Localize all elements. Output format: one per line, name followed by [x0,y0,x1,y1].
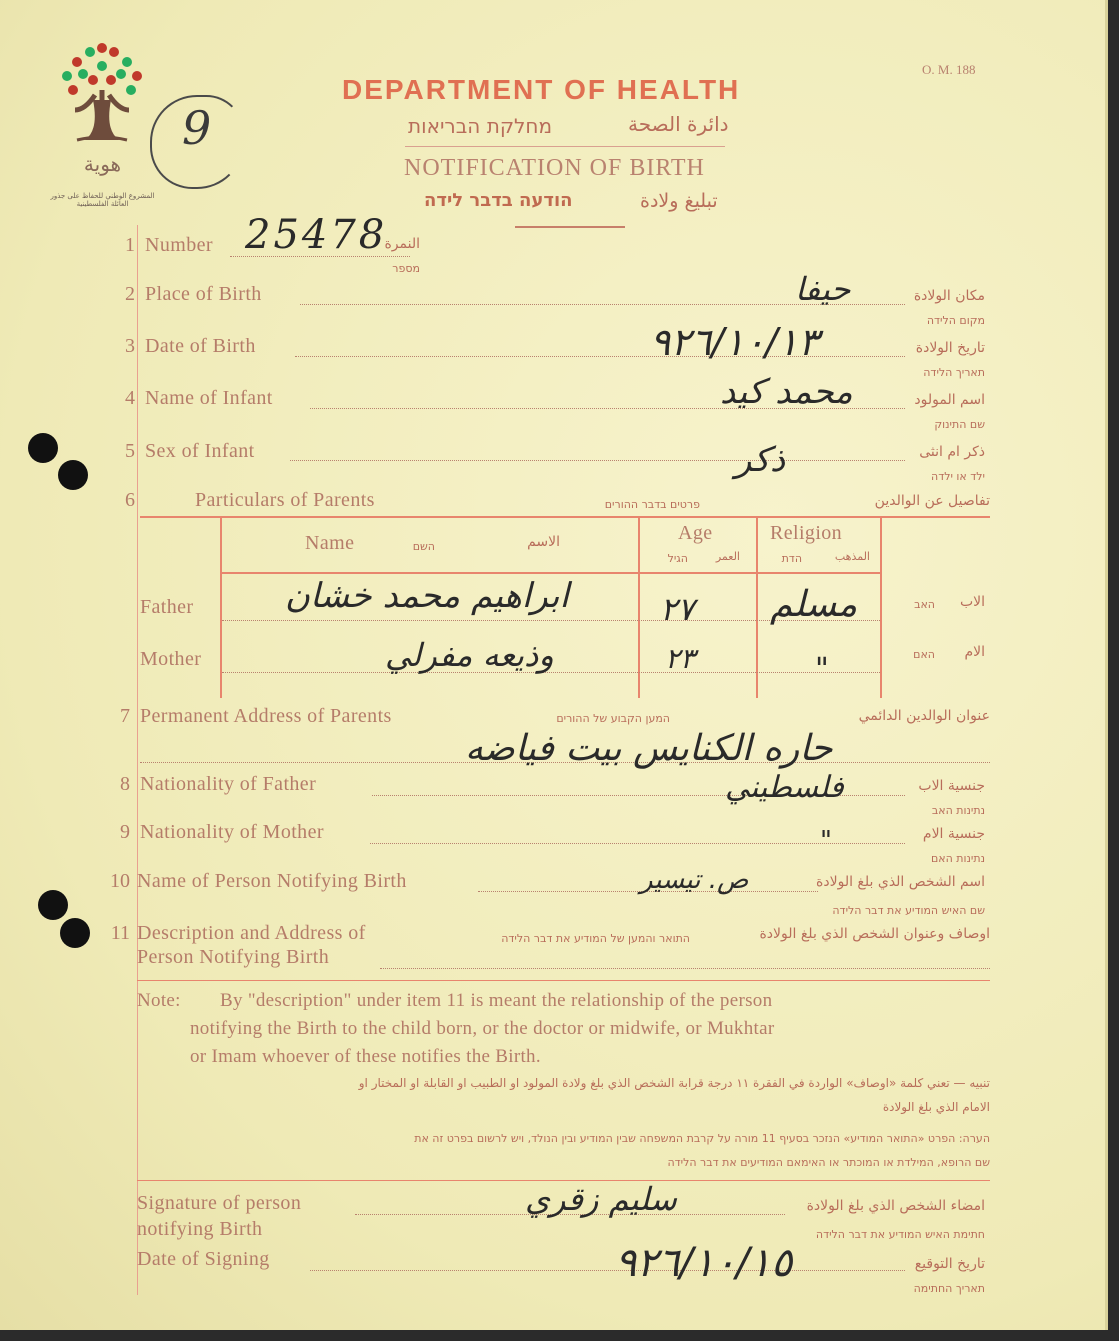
nationality-of-mother-label: Nationality of Mother [140,821,324,843]
mother-label: Mother [140,648,202,670]
field-number-2: 2 [125,283,135,305]
father-name-value: ابراهيم محمد خشان [285,576,569,616]
sex-of-infant-label-he: ילד או ילדה [931,470,985,483]
col-religion-header: Religion [770,522,843,544]
field-number-1: 1 [125,234,135,256]
table-col-divider-3 [756,518,758,698]
table-header-rule [222,572,880,574]
father-label-he: האב [914,598,935,611]
mother-name-value: وذيعه مفرلي [385,636,554,674]
field-number-11: 11 [110,922,130,944]
place-of-birth-label-he: מקום הלידה [926,314,985,327]
handwritten-stamp-number: 9 [150,95,244,189]
date-of-birth-label-he: תאריך הלידה [923,366,985,379]
department-title: DEPARTMENT OF HEALTH [342,74,741,105]
sex-of-infant-label-ar: ذكر ام انثى [919,444,985,460]
notification-title-ar: تبليغ ولادة [640,190,718,212]
field-number-7: 7 [120,705,130,727]
note-ar-line-1: تنبيه — تعني كلمة «اوصاف» الواردة في الفقرة ١١ درجة قرابة الشخص الذي بلغ ولادة المولود او الطبيب او القابلة او المختار او [358,1076,990,1090]
name-of-infant-label-he: שם התינוק [934,418,985,431]
field-number-9: 9 [120,821,130,843]
col-name-header-ar: الاسم [527,534,560,550]
permanent-address-value: حاره الكنايس بيت فياضه [465,728,833,769]
description-label-ar: اوصاف وعنوان الشخص الذي بلغ الولادة [759,926,990,942]
nationality-of-father-value: فلسطيني [725,770,844,805]
notification-title-he: הודעה בדבר לידה [424,190,573,211]
nationality-of-mother-label-he: נתינות האם [930,852,985,865]
note-line-2: notifying the Birth to the child born, or the doctor or midwife, or Mukhtar [190,1018,775,1039]
note-prefix: Note: [137,990,181,1011]
title-underline-2 [515,226,625,228]
col-name-header-he: השם [412,540,435,553]
date-of-birth-value: ٩٢٦/١٠/١٣ [650,320,819,364]
col-religion-header-ar: المذهب [834,550,870,563]
col-name-header: Name [305,532,355,554]
date-of-signing-label-he: תאריך החתימה [913,1282,985,1295]
table-top-rule [140,516,990,518]
mother-label-ar: الام [964,644,985,660]
permanent-address-label-ar: عنوان الوالدين الدائمي [858,708,990,724]
logo-name: هوية [83,152,122,176]
col-age-header-he: הגיל [667,552,688,565]
field-number-3: 3 [125,335,135,357]
punch-hole-bottom-2 [60,918,90,948]
signature-label-he: חתימת האיש המודיע את דבר הלידה [815,1228,985,1241]
col-age-header: Age [678,522,713,544]
signature-label-ar: امضاء الشخص الذي بلغ الولادة [806,1198,985,1214]
place-of-birth-label: Place of Birth [145,283,262,305]
col-age-header-ar: العمر [715,550,740,563]
place-of-birth-value: حيفا [795,270,851,308]
nationality-of-mother-value: " [820,826,832,856]
particulars-of-parents-label: Particulars of Parents [195,489,375,511]
father-label-ar: الاب [959,594,985,610]
note-top-rule [137,980,990,981]
signature-label-line2: notifying Birth [137,1218,263,1240]
description-label-he: התואר והמען של המודיע את דבר הלידה [501,932,690,945]
particulars-of-parents-label-he: פרטים בדבר ההורים [604,498,700,511]
place-of-birth-label-ar: مكان الولادة [913,288,985,304]
person-notifying-value: ص. تيسير [640,865,749,895]
sex-of-infant-label: Sex of Infant [145,440,255,462]
name-of-infant-label-ar: اسم المولود [914,392,985,408]
nationality-of-mother-label-ar: جنسية الام [922,826,985,842]
col-religion-header-he: הדת [781,552,802,565]
father-religion-value: مسلم [770,584,858,625]
date-of-signing-label-ar: تاريخ التوقيع [914,1256,985,1272]
field-number-6: 6 [125,489,135,511]
signature-value: سليم زقري [525,1180,677,1218]
sex-of-infant-value: ذكر [735,440,786,480]
nationality-of-father-label-he: נתינות האב [931,804,985,817]
sex-of-infant-line [290,460,905,461]
notification-title: NOTIFICATION OF BIRTH [404,155,705,181]
punch-hole-top-2 [58,460,88,490]
punch-hole-bottom-1 [38,890,68,920]
date-of-signing-label: Date of Signing [137,1248,270,1270]
mother-religion-value: " [815,652,829,687]
person-notifying-label-ar: اسم الشخص الذي بلغ الولادة [816,874,985,890]
name-of-infant-label: Name of Infant [145,387,273,409]
note-he-line-1: הערה: הפרט «התואר המודיע» הנזכר בסעיף 11 מורה על קרבת המשפחה שבין המודיע ובין הנולד, ויש לרשום בפרט זה את [414,1132,990,1145]
date-of-signing-line [310,1270,905,1271]
title-underline [405,146,725,147]
field-number-5: 5 [125,440,135,462]
form-code: O. M. 188 [922,62,976,77]
mother-age-value: ٢٣ [665,642,696,675]
table-col-divider-4 [880,518,882,698]
nationality-of-father-label-ar: جنسية الاب [918,778,985,794]
department-title-he: מחלקת הבריאות [408,114,553,138]
date-of-birth-label: Date of Birth [145,335,256,357]
signature-label-line1: Signature of person [137,1192,302,1214]
permanent-address-label: Permanent Address of Parents [140,705,392,727]
note-ar-line-2: الامام الذي بلغ الولادة [882,1100,990,1114]
date-of-signing-value: ٩٢٦/١٠/١٥ [615,1240,793,1286]
logo-caption: المشروع الوطني للحفاظ على جذور العائلة الفلسطينية [50,192,155,208]
date-of-birth-label-ar: تاريخ الولادة [915,340,985,356]
father-age-value: ٢٧ [660,590,695,628]
note-line-3: or Imam whoever of these notifies the Birth. [190,1046,541,1067]
field-number-8: 8 [120,773,130,795]
number-label-he: מספר [392,262,420,275]
number-label: Number [145,234,213,256]
number-value: 25478 [245,212,388,258]
department-title-ar: دائرة الصحة [628,112,729,136]
father-label: Father [140,596,194,618]
particulars-of-parents-label-ar: تفاصيل عن الوالدين [874,493,990,509]
nationality-of-father-label: Nationality of Father [140,773,317,795]
description-label-line2: Person Notifying Birth [137,946,330,968]
watermark-logo [50,40,155,220]
permanent-address-label-he: המען הקבוע של ההורים [556,712,670,725]
table-col-divider-2 [638,518,640,698]
field-number-4: 4 [125,387,135,409]
description-line [380,968,990,969]
description-label-line1: Description and Address of [137,922,366,944]
punch-hole-top-1 [28,433,58,463]
name-of-infant-value: محمد كيد [720,372,853,412]
field-number-10: 10 [110,870,130,892]
number-label-ar: النمرة [384,236,420,252]
note-line-1: By "description" under item 11 is meant the relationship of the person [220,990,773,1011]
table-col-divider-1 [220,518,222,698]
person-notifying-label-he: שם האיש המודיע את דבר הלידה [832,904,985,917]
note-he-line-2: שם הרופא, המילדת או המוכתר או האימאם המודיעים את דבר הלידה [667,1156,990,1169]
mother-label-he: האם [913,648,935,661]
person-notifying-label: Name of Person Notifying Birth [137,870,407,892]
